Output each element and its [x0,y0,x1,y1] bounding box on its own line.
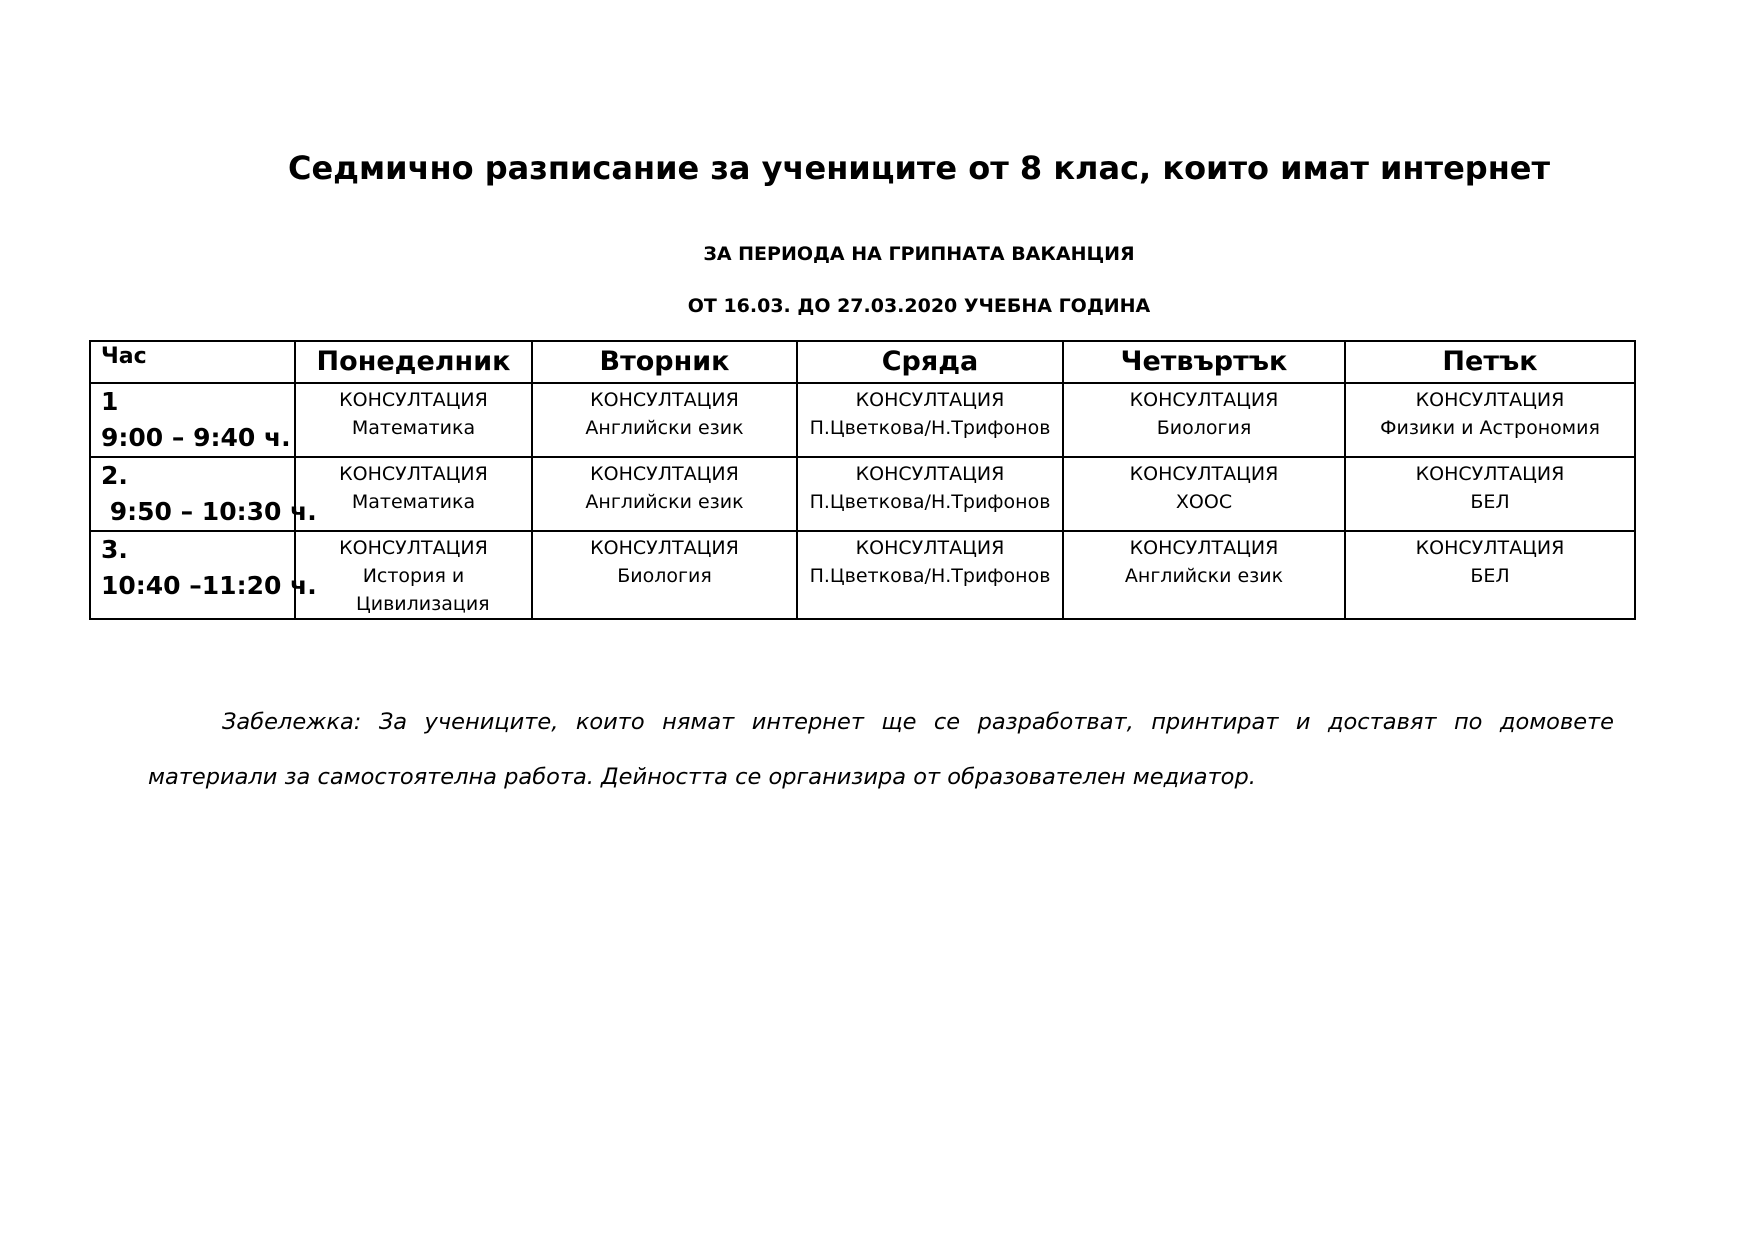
schedule-cell [1345,457,1635,531]
hour-time: 9:50 – 10:30 ч. [101,497,317,526]
schedule-cell [295,383,532,457]
cell-kind: КОНСУЛТАЦИЯ [855,463,1005,485]
schedule-cell [1345,383,1635,457]
schedule-cell [1345,531,1635,619]
schedule-cell [797,383,1063,457]
table-row [90,383,1635,457]
cell-subject: БЕЛ [1470,491,1510,513]
schedule-cell [797,531,1063,619]
cell-subject: Биология [1156,417,1252,439]
hour-cell [90,383,295,457]
cell-subject: П.Цветкова/Н.Трифонов [809,417,1051,439]
schedule-cell [1063,531,1345,619]
subtitle-dates: ОТ 16.03. ДО 27.03.2020 УЧЕБНА ГОДИНА [687,295,1151,317]
cell-kind: КОНСУЛТАЦИЯ [1129,389,1279,411]
column-header-day: Понеделник [295,341,532,383]
cell-subject: Биология [617,565,712,587]
note-paragraph: Забележка: За учениците, които нямат интернет ще се разработват, принтират и доставят по домовете материали за самостоятелна работа. Дейността се организира от образователен медиатор. [148,708,1614,790]
hour-cell [90,457,317,531]
schedule-cell [1063,457,1345,531]
cell-kind: КОНСУЛТАЦИЯ [1129,463,1279,485]
schedule-cell [1063,383,1345,457]
schedule-cell [532,383,797,457]
cell-subject: Английски език [1124,565,1284,587]
hour-cell [90,531,317,619]
cell-subject: Математика [351,491,476,513]
table-row [90,457,1635,531]
schedule-cell [295,457,532,531]
cell-kind: КОНСУЛТАЦИЯ [1415,389,1565,411]
hour-number: 1 [101,387,119,416]
subtitle-period: ЗА ПЕРИОДА НА ГРИПНАТА ВАКАНЦИЯ [703,243,1135,265]
table-row [90,531,1635,619]
cell-kind: КОНСУЛТАЦИЯ [590,537,739,559]
cell-kind: КОНСУЛТАЦИЯ [1129,537,1279,559]
header-row [90,341,1635,383]
schedule-table [89,340,1636,620]
hour-number: 3. [101,535,128,564]
cell-subject: Английски език [585,491,744,513]
schedule-cell [532,457,797,531]
hour-time: 10:40 –11:20 ч. [101,571,317,600]
hour-number: 2. [101,461,128,490]
schedule-cell [797,457,1063,531]
cell-subject: Английски език [585,417,744,439]
cell-kind: КОНСУЛТАЦИЯ [1415,537,1565,559]
cell-kind: КОНСУЛТАЦИЯ [590,389,739,411]
cell-subject: История и Цивилизация [356,565,490,615]
cell-kind: КОНСУЛТАЦИЯ [855,537,1005,559]
page-title: Седмично разписание за учениците от 8 клас, които имат интернет [287,149,1551,187]
cell-kind: КОНСУЛТАЦИЯ [339,463,488,485]
cell-subject: Математика [351,417,476,439]
cell-kind: КОНСУЛТАЦИЯ [339,537,488,559]
cell-kind: КОНСУЛТАЦИЯ [1415,463,1565,485]
column-header-day: Сряда [797,341,1063,383]
column-header-day: Вторник [532,341,797,383]
cell-subject: БЕЛ [1470,565,1510,587]
column-header-day: Четвъртък [1063,341,1345,383]
hour-time: 9:00 – 9:40 ч. [101,423,291,452]
cell-subject: ХООС [1175,491,1233,513]
column-header-day: Петък [1345,341,1635,383]
cell-kind: КОНСУЛТАЦИЯ [339,389,488,411]
cell-subject: П.Цветкова/Н.Трифонов [809,491,1051,513]
cell-kind: КОНСУЛТАЦИЯ [855,389,1005,411]
schedule-cell [295,531,532,619]
cell-subject: Физики и Астрономия [1380,417,1600,439]
schedule-cell [532,531,797,619]
cell-kind: КОНСУЛТАЦИЯ [590,463,739,485]
column-header-hour: Час [90,341,295,383]
cell-subject: П.Цветкова/Н.Трифонов [809,565,1051,587]
